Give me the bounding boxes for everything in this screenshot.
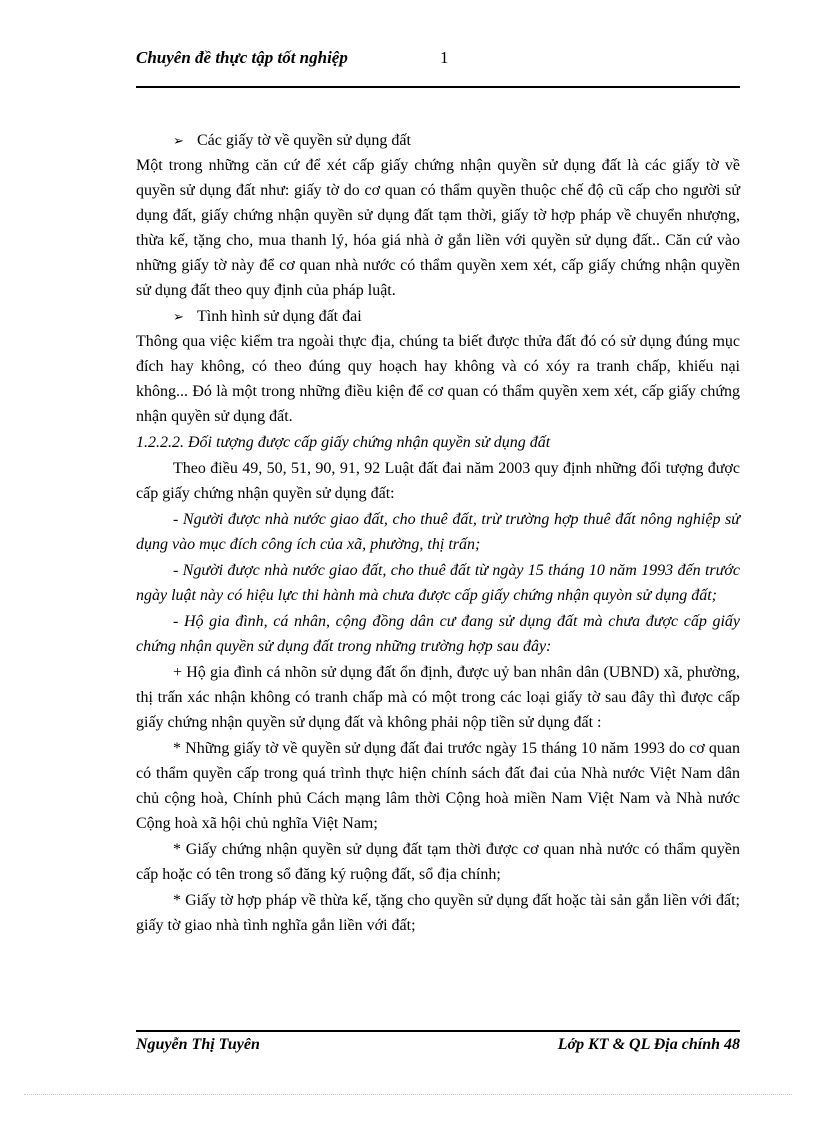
paragraph: Theo điều 49, 50, 51, 90, 91, 92 Luật đất đai năm 2003 quy định những đối tượng được cấp giấy chứng nhận quyền sử dụng đất: bbox=[136, 460, 740, 502]
header-title: Chuyên đề thực tập tốt nghiệp bbox=[136, 48, 348, 67]
page-number: 1 bbox=[440, 48, 449, 67]
arrow-bullet-icon: ➢ bbox=[173, 309, 184, 324]
paragraph: Một trong những căn cứ để xét cấp giấy chứng nhận quyền sử dụng đất là các giấy tờ về quyền sử dụng đất như: giấy tờ do cơ quan có thẩm quyền thuộc chế độ cũ cấp cho người sử dụng đất, giấy chứng nhận quyền sử dụng đất tạm thời, giấy tờ hợp pháp về chuyển nhượng, thừa kế, tặng cho, mua thanh lý, hóa giá nhà ở gắn liền với quyền sử dụng đất.. Căn cứ vào những giấy tờ này để cơ quan nhà nước có thẩm quyền xem xét, cấp giấy chứng nhận quyền sử dụng đất theo quy định của pháp luật. bbox=[136, 157, 740, 299]
footer-rule bbox=[136, 1030, 740, 1032]
italic-item: - Người được nhà nước giao đất, cho thuê đất, trừ trường hợp thuê đất nông nghiệp sử dụng vào mục đích công ích của xã, phường, thị trấn; bbox=[136, 511, 740, 553]
italic-item: - Người được nhà nước giao đất, cho thuê đất từ ngày 15 tháng 10 năm 1993 đến trước ngày luật này có hiệu lực thi hành mà chưa được cấp giấy chứng nhận quyòn sử dụng đất; bbox=[136, 562, 740, 604]
bullet-item bbox=[136, 128, 740, 153]
arrow-bullet-icon: ➢ bbox=[173, 133, 184, 148]
header-rule bbox=[136, 86, 740, 88]
document-body bbox=[136, 128, 740, 939]
bullet-item bbox=[136, 304, 740, 329]
section-heading: 1.2.2.2. Đối tượng được cấp giấy chứng nhận quyền sử dụng đất bbox=[136, 434, 551, 451]
paragraph: + Hộ gia đình cá nhõn sử dụng đất ổn định, được uỷ ban nhân dân (UBND) xã, phường, thị trấn xác nhận không có tranh chấp mà có một trong các loại giấy tờ sau đây thì được cấp giấy chứng nhận quyền sử dụng đất và không phải nộp tiền sử dụng đất : bbox=[136, 664, 740, 731]
footer-author: Nguyễn Thị Tuyên bbox=[136, 1036, 260, 1053]
page-edge-line bbox=[24, 1094, 792, 1095]
paragraph: Thông qua việc kiểm tra ngoài thực địa, chúng ta biết được thửa đất đó có sử dụng đúng mục đích hay không, có theo đúng quy hoạch hay không và có xóy ra tranh chấp, khiếu nại không... Đó là một trong những điều kiện để cơ quan có thẩm quyền xem xét, cấp giấy chứng nhận quyền sử dụng đất. bbox=[136, 333, 740, 425]
paragraph: * Giấy tờ hợp pháp về thừa kế, tặng cho quyền sử dụng đất hoặc tài sản gắn liền với đất; giấy tờ giao nhà tình nghĩa gắn liền với đất; bbox=[136, 892, 740, 934]
italic-item: - Hộ gia đình, cá nhân, cộng đồng dân cư đang sử dụng đất mà chưa được cấp giấy chứng nhận quyền sử dụng đất trong những trường hợp sau đây: bbox=[136, 613, 740, 655]
page-header bbox=[136, 48, 740, 72]
footer-class: Lớp KT & QL Địa chính 48 bbox=[557, 1036, 740, 1053]
paragraph: * Những giấy tờ về quyền sử dụng đất đai trước ngày 15 tháng 10 năm 1993 do cơ quan có thẩm quyền cấp trong quá trình thực hiện chính sách đất đai của Nhà nước Việt Nam dân chủ cộng hoà, Chính phủ Cách mạng lâm thời Cộng hoà miền Nam Việt Nam và Nhà nước Cộng hoà xã hội chủ nghĩa Việt Nam; bbox=[136, 740, 740, 832]
paragraph: * Giấy chứng nhận quyền sử dụng đất tạm thời được cơ quan nhà nước có thẩm quyền cấp hoặc có tên trong sổ đăng ký ruộng đất, sổ địa chính; bbox=[136, 841, 740, 883]
bullet-text: Các giấy tờ về quyền sử dụng đất bbox=[197, 132, 411, 149]
bullet-text: Tình hình sử dụng đất đai bbox=[197, 308, 362, 325]
